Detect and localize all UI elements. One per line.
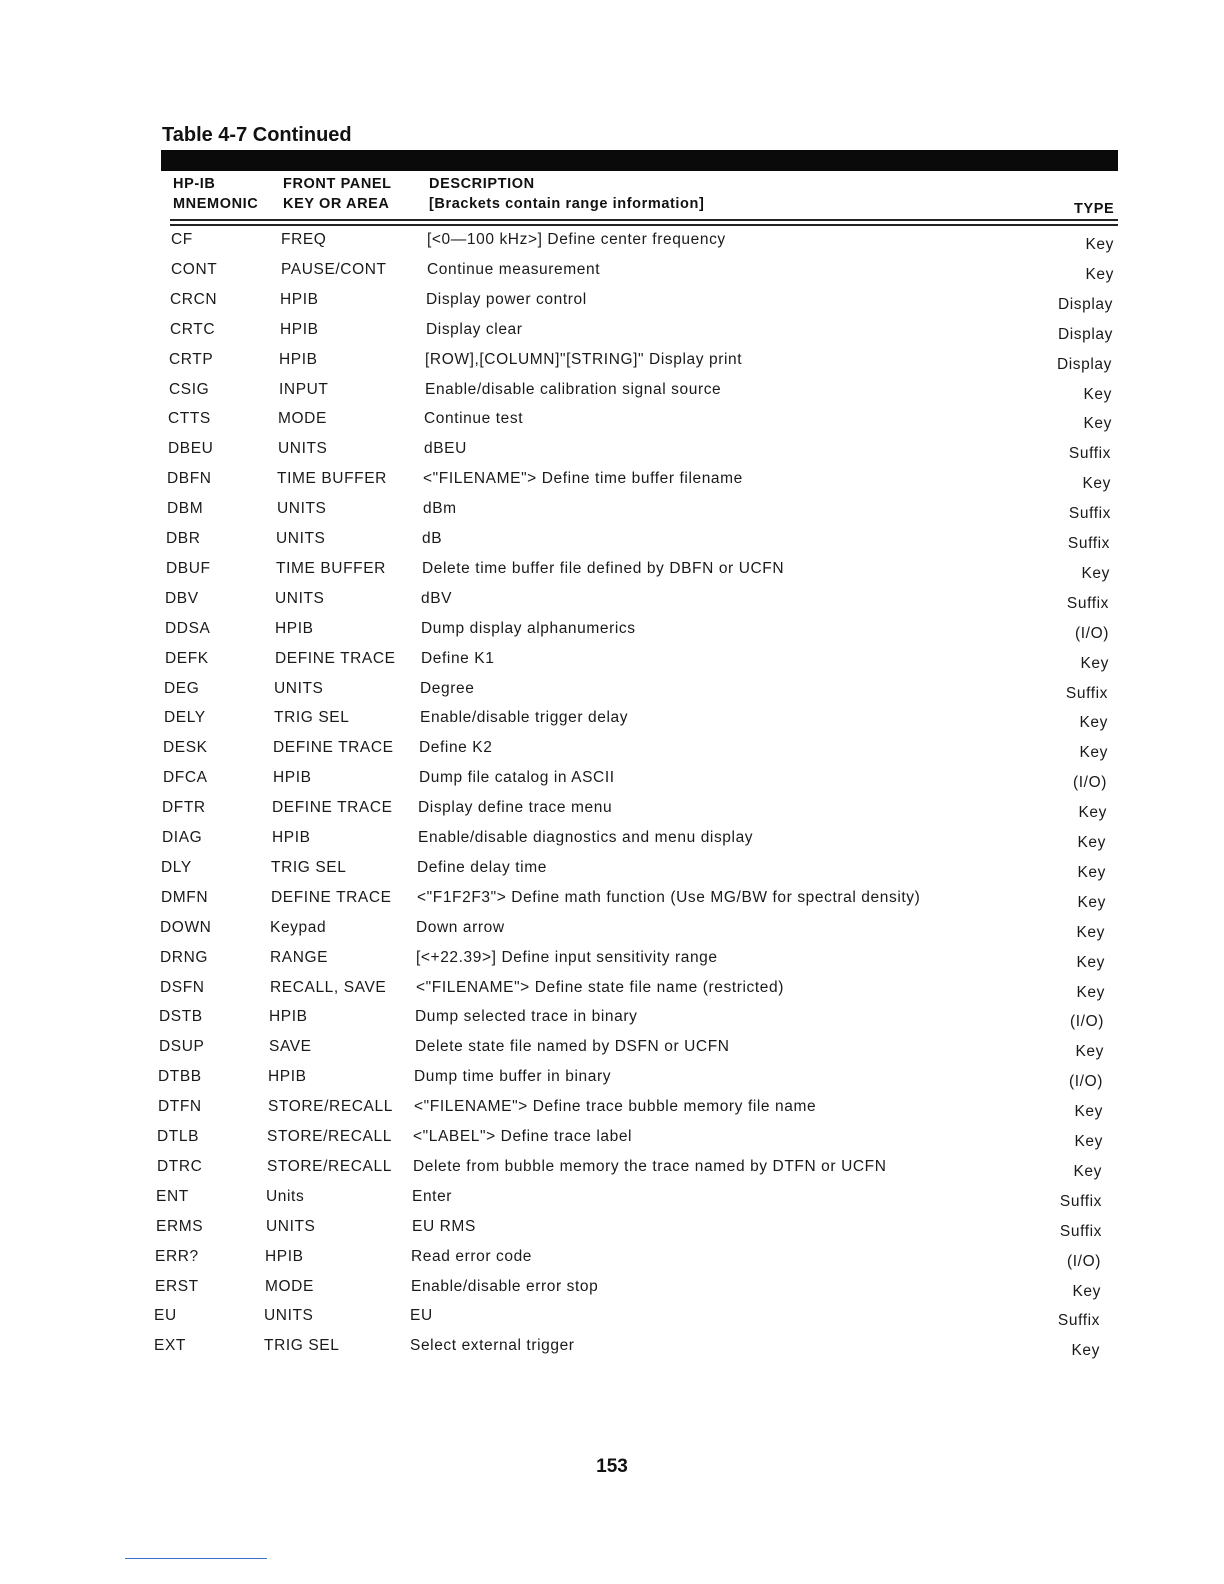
table-row [0,1247,1224,1275]
cell-type: Key [1082,475,1111,492]
cell-type: (I/O) [1073,774,1107,791]
cell-mnemonic: DDSA [165,620,211,637]
cell-type: (I/O) [1069,1073,1103,1090]
cell-type: (I/O) [1075,625,1109,642]
cell-key: RANGE [270,949,329,966]
cell-key: UNITS [266,1218,316,1235]
table-row [0,1336,1224,1364]
cell-description: dB [422,530,443,547]
cell-mnemonic: DELY [164,709,206,726]
cell-type: Key [1073,1163,1102,1180]
cell-description: dBEU [424,440,467,457]
cell-description: EU RMS [412,1218,476,1235]
cell-description: Define delay time [417,859,547,876]
cell-mnemonic: DBUF [166,560,211,577]
header-description-line1: DESCRIPTION [429,176,535,192]
cell-description: Down arrow [416,919,505,936]
cell-key: UNITS [275,590,325,607]
header-key-line1: FRONT PANEL [283,176,392,192]
cell-description: Enable/disable calibration signal source [425,381,722,398]
cell-key: SAVE [269,1038,312,1055]
cell-mnemonic: DBV [165,590,199,607]
cell-key: UNITS [278,440,328,457]
table-title: Table 4-7 Continued [162,124,352,146]
cell-key: DEFINE TRACE [273,739,394,756]
table-row [0,230,1224,258]
cell-type: Key [1079,714,1108,731]
table-row [0,858,1224,886]
cell-type: Key [1077,834,1106,851]
cell-description: Read error code [411,1248,533,1265]
table-row [0,738,1224,766]
cell-mnemonic: CRTP [169,351,214,368]
cell-type: Key [1077,864,1106,881]
cell-mnemonic: DFTR [162,799,206,816]
cell-mnemonic: CTTS [168,410,211,427]
cell-key: DEFINE TRACE [272,799,393,816]
table-row [0,1217,1224,1245]
cell-mnemonic: DSUP [159,1038,205,1055]
cell-key: HPIB [280,321,319,338]
cell-key: DEFINE TRACE [275,650,396,667]
cell-key: FREQ [281,231,327,248]
cell-type: Key [1083,386,1112,403]
cell-description: Continue measurement [427,261,601,278]
table-row [0,1157,1224,1185]
cell-description: [<0—100 kHz>] Define center frequency [427,231,726,248]
table-row [0,380,1224,408]
cell-type: Display [1057,296,1113,313]
cell-key: INPUT [279,381,329,398]
cell-type: Key [1080,655,1109,672]
cell-mnemonic: DTRC [157,1158,203,1175]
cell-key: STORE/RECALL [267,1158,392,1175]
cell-description: Delete time buffer file defined by DBFN or UCFN [422,560,785,577]
cell-description: Display define trace menu [418,799,613,816]
cell-description: Define K2 [419,739,493,756]
cell-type: Key [1076,954,1105,971]
table-row [0,768,1224,796]
cell-key: TIME BUFFER [277,470,387,487]
cell-key: DEFINE TRACE [271,889,392,906]
cell-description: Dump display alphanumerics [421,620,636,637]
table-row [0,1306,1224,1334]
cell-type: Key [1076,924,1105,941]
table-row [0,708,1224,736]
table-row [0,798,1224,826]
cell-key: UNITS [274,680,324,697]
table-row [0,499,1224,527]
cell-key: Units [266,1188,305,1205]
cell-key: RECALL, SAVE [270,979,387,996]
table-row [0,978,1224,1006]
cell-key: HPIB [273,769,312,786]
cell-description: [<+22.39>] Define input sensitivity range [416,949,718,966]
cell-type: Suffix [1066,595,1109,612]
cell-type: Display [1057,326,1113,343]
cell-mnemonic: DLY [161,859,192,876]
cell-type: Key [1077,894,1106,911]
cell-mnemonic: DIAG [162,829,203,846]
cell-mnemonic: DSFN [160,979,205,996]
cell-key: HPIB [275,620,314,637]
table-row [0,559,1224,587]
cell-key: HPIB [279,351,318,368]
cell-key: TRIG SEL [271,859,347,876]
cell-description: Select external trigger [410,1337,575,1354]
cell-description: Display clear [426,321,523,338]
table-row [0,649,1224,677]
cell-mnemonic: DBEU [168,440,214,457]
cell-type: Suffix [1059,1193,1102,1210]
cell-mnemonic: ERMS [156,1218,204,1235]
cell-mnemonic: DFCA [163,769,208,786]
cell-description: <"FILENAME"> Define time buffer filename [423,470,743,487]
cell-key: MODE [278,410,327,427]
cell-key: PAUSE/CONT [281,261,387,278]
cell-description: Continue test [424,410,524,427]
table-row [0,1007,1224,1035]
cell-mnemonic: DSTB [159,1008,203,1025]
cell-description: Dump file catalog in ASCII [419,769,615,786]
cell-mnemonic: CONT [171,261,218,278]
cell-mnemonic: CRCN [170,291,218,308]
table-row [0,679,1224,707]
cell-key: STORE/RECALL [267,1128,392,1145]
cell-key: TRIG SEL [274,709,350,726]
cell-mnemonic: DRNG [160,949,209,966]
cell-key: HPIB [268,1068,307,1085]
cell-type: Display [1056,356,1112,373]
cell-key: UNITS [276,530,326,547]
cell-mnemonic: DTLB [157,1128,200,1145]
table-row [0,439,1224,467]
cell-description: Dump selected trace in binary [415,1008,638,1025]
cell-key: STORE/RECALL [268,1098,393,1115]
cell-mnemonic: DEG [164,680,200,697]
cell-type: Suffix [1057,1312,1100,1329]
cell-type: Suffix [1068,505,1111,522]
table-row [0,290,1224,318]
cell-mnemonic: EU [154,1307,177,1324]
table-row [0,828,1224,856]
cell-mnemonic: DEFK [165,650,209,667]
table-row [0,1067,1224,1095]
cell-type: Key [1081,565,1110,582]
cell-mnemonic: DTBB [158,1068,202,1085]
header-mnemonic-line1: HP-IB [173,176,216,192]
cell-description: dBm [423,500,457,517]
header-description-line2: [Brackets contain range information] [429,196,705,212]
table-row [0,469,1224,497]
cell-key: TRIG SEL [264,1337,340,1354]
cell-type: Key [1072,1283,1101,1300]
cell-type: Key [1079,744,1108,761]
cell-description: Delete state file named by DSFN or UCFN [415,1038,730,1055]
cell-type: Key [1076,984,1105,1001]
table-row [0,888,1224,916]
page-number: 153 [596,1456,628,1477]
cell-mnemonic: DBFN [167,470,212,487]
cell-type: Suffix [1068,445,1111,462]
cell-key: TIME BUFFER [276,560,386,577]
cell-type: Key [1071,1342,1100,1359]
cell-key: MODE [265,1278,314,1295]
cell-mnemonic: CSIG [169,381,210,398]
cell-mnemonic: ERR? [155,1248,199,1265]
table-row [0,589,1224,617]
cell-description: <"LABEL"> Define trace label [413,1128,633,1145]
cell-mnemonic: ENT [156,1188,189,1205]
cell-key: HPIB [265,1248,304,1265]
cell-type: Key [1083,415,1112,432]
cell-description: Dump time buffer in binary [414,1068,612,1085]
cell-type: Suffix [1065,685,1108,702]
cell-type: Key [1074,1103,1103,1120]
cell-key: UNITS [264,1307,314,1324]
cell-mnemonic: DBR [166,530,201,547]
header-key-line2: KEY OR AREA [283,196,390,212]
table-row [0,918,1224,946]
table-row [0,1097,1224,1125]
cell-mnemonic: CF [171,231,193,248]
table-row [0,320,1224,348]
cell-description: [ROW],[COLUMN]"[STRING]" Display print [425,351,743,368]
table-row [0,260,1224,288]
cell-mnemonic: DESK [163,739,208,756]
cell-key: UNITS [277,500,327,517]
cell-type: Suffix [1067,535,1110,552]
cell-mnemonic: DTFN [158,1098,202,1115]
cell-mnemonic: DMFN [161,889,209,906]
cell-description: Enter [412,1188,453,1205]
cell-description: Degree [420,680,475,697]
cell-description: dBV [421,590,453,607]
table-row [0,1277,1224,1305]
cell-description: Enable/disable error stop [411,1278,599,1295]
table-row [0,948,1224,976]
cell-description: <"F1F2F3"> Define math function (Use MG/BW for spectral density) [417,889,921,906]
table-row [0,619,1224,647]
cell-description: EU [410,1307,433,1324]
cell-description: <"FILENAME"> Define trace bubble memory file name [414,1098,817,1115]
cell-key: HPIB [280,291,319,308]
header-mnemonic-line2: MNEMONIC [173,196,259,212]
cell-mnemonic: DOWN [160,919,212,936]
cell-key: Keypad [270,919,327,936]
table-row [0,409,1224,437]
header-type: TYPE [1074,201,1115,217]
cell-type: Suffix [1059,1223,1102,1240]
cell-type: (I/O) [1070,1013,1104,1030]
cell-key: HPIB [272,829,311,846]
table-row [0,1127,1224,1155]
table-row [0,1037,1224,1065]
cell-mnemonic: CRTC [170,321,216,338]
table-row [0,529,1224,557]
cell-type: Key [1078,804,1107,821]
cell-type: (I/O) [1067,1253,1101,1270]
cell-type: Key [1085,236,1114,253]
cell-type: Key [1085,266,1114,283]
cell-description: Delete from bubble memory the trace named by DTFN or UCFN [413,1158,887,1175]
cell-type: Key [1075,1043,1104,1060]
table-row [0,350,1224,378]
table-row [0,1187,1224,1215]
cell-mnemonic: ERST [155,1278,199,1295]
cell-type: Key [1074,1133,1103,1150]
cell-description: <"FILENAME"> Define state file name (restricted) [416,979,785,996]
cell-description: Enable/disable diagnostics and menu display [418,829,754,846]
cell-mnemonic: DBM [167,500,204,517]
cell-description: Define K1 [421,650,495,667]
cell-mnemonic: EXT [154,1337,186,1354]
footer-link-line [125,1558,267,1559]
cell-key: HPIB [269,1008,308,1025]
cell-description: Display power control [426,291,587,308]
cell-description: Enable/disable trigger delay [420,709,629,726]
